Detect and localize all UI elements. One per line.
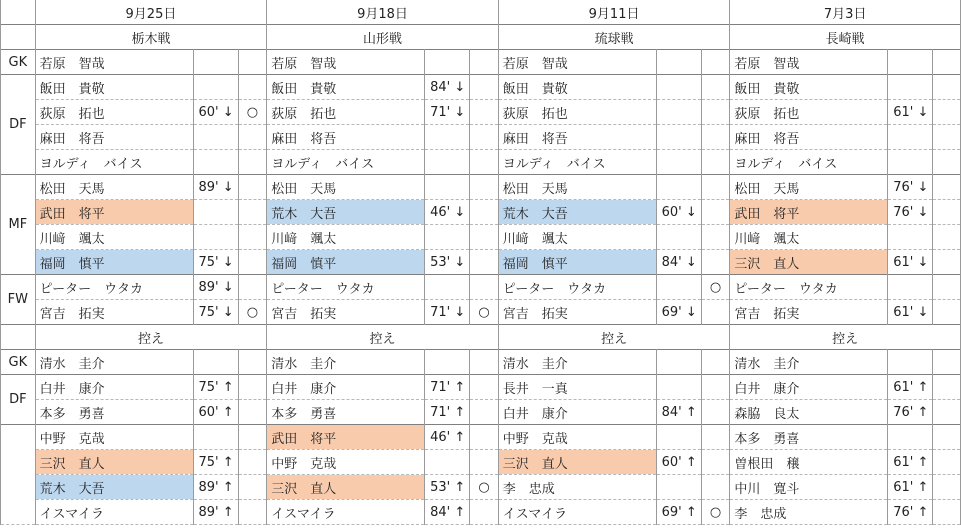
sub-minute: 84' ↓ xyxy=(425,75,470,100)
circle-mark-icon xyxy=(933,450,961,475)
circle-mark-icon xyxy=(933,75,961,100)
circle-mark-icon xyxy=(238,475,267,500)
circle-mark-icon xyxy=(701,175,730,200)
circle-mark-icon xyxy=(238,450,267,475)
circle-mark-icon xyxy=(701,375,730,400)
sub-minute: 76' ↓ xyxy=(888,175,933,200)
circle-mark-icon xyxy=(470,200,499,225)
circle-mark-icon xyxy=(238,225,267,250)
circle-mark-icon xyxy=(701,225,730,250)
player-name: 三沢 直人 xyxy=(498,450,656,475)
player-name: 清水 圭介 xyxy=(498,350,656,375)
player-name: 宮吉 拓実 xyxy=(498,300,656,325)
subs-header: 控え xyxy=(498,325,730,350)
circle-mark-icon xyxy=(701,475,730,500)
sub-minute xyxy=(888,225,933,250)
player-name: 李 忠成 xyxy=(730,500,888,525)
circle-mark-icon xyxy=(701,50,730,75)
sub-row xyxy=(1,400,961,425)
subs-header: 控え xyxy=(35,325,267,350)
sub-minute: 61' ↓ xyxy=(888,100,933,125)
sub-minute: 76' ↑ xyxy=(888,500,933,525)
sub-row xyxy=(1,375,961,400)
sub-minute: 60' ↑ xyxy=(193,400,238,425)
circle-mark-icon xyxy=(470,250,499,275)
player-name: 若原 智哉 xyxy=(498,50,656,75)
starter-row xyxy=(1,200,961,225)
sub-minute xyxy=(193,50,238,75)
player-name: 飯田 貴敬 xyxy=(267,75,425,100)
sub-minute: 84' ↓ xyxy=(656,250,701,275)
player-name: ヨルディ バイス xyxy=(498,150,656,175)
sub-minute xyxy=(656,100,701,125)
player-name: 荒木 大吾 xyxy=(267,200,425,225)
sub-minute xyxy=(425,450,470,475)
circle-mark-icon xyxy=(238,50,267,75)
sub-minute: 75' ↑ xyxy=(193,375,238,400)
circle-mark-icon xyxy=(470,175,499,200)
sub-minute: 46' ↓ xyxy=(425,200,470,225)
player-name: 三沢 直人 xyxy=(730,250,888,275)
sub-minute xyxy=(656,350,701,375)
circle-mark-icon xyxy=(470,100,499,125)
sub-minute xyxy=(425,275,470,300)
circle-mark-icon xyxy=(933,50,961,75)
circle-mark-icon xyxy=(933,500,961,525)
match-opponent-2: 山形戦 xyxy=(267,25,499,50)
player-name: 白井 康介 xyxy=(498,400,656,425)
sub-row xyxy=(1,350,961,375)
sub-minute: 89' ↑ xyxy=(193,475,238,500)
circle-mark-icon xyxy=(470,275,499,300)
player-name: 三沢 直人 xyxy=(267,475,425,500)
circle-mark-icon xyxy=(933,250,961,275)
circle-mark-icon xyxy=(701,100,730,125)
player-name: 森脇 良太 xyxy=(730,400,888,425)
sub-minute xyxy=(888,75,933,100)
player-name: ピーター ウタカ xyxy=(267,275,425,300)
player-name: 川﨑 颯太 xyxy=(35,225,193,250)
position-label-gk: GK xyxy=(1,50,36,75)
sub-row xyxy=(1,450,961,475)
player-name: 飯田 貴敬 xyxy=(498,75,656,100)
circle-mark-icon: ○ xyxy=(238,100,267,125)
starter-row xyxy=(1,250,961,275)
sub-minute xyxy=(193,150,238,175)
circle-mark-icon xyxy=(238,200,267,225)
player-name: 武田 将平 xyxy=(267,425,425,450)
sub-minute: 61' ↓ xyxy=(888,250,933,275)
player-name: ヨルディ バイス xyxy=(35,150,193,175)
subs-header-row xyxy=(1,325,961,350)
corner-cell xyxy=(1,25,36,50)
circle-mark-icon xyxy=(701,250,730,275)
sub-minute xyxy=(656,150,701,175)
sub-minute: 76' ↓ xyxy=(888,200,933,225)
starter-row xyxy=(1,275,961,300)
circle-mark-icon xyxy=(470,75,499,100)
starter-row xyxy=(1,300,961,325)
circle-mark-icon xyxy=(933,475,961,500)
date-row xyxy=(1,0,961,25)
sub-minute xyxy=(193,225,238,250)
circle-mark-icon xyxy=(470,500,499,525)
sub-minute xyxy=(656,75,701,100)
circle-mark-icon xyxy=(238,175,267,200)
sub-minute xyxy=(425,50,470,75)
player-name: イスマイラ xyxy=(498,500,656,525)
sub-minute: 60' ↓ xyxy=(193,100,238,125)
player-name: 中野 克哉 xyxy=(498,425,656,450)
circle-mark-icon xyxy=(470,125,499,150)
sub-minute: 89' ↓ xyxy=(193,175,238,200)
player-name: 荻原 拓也 xyxy=(498,100,656,125)
circle-mark-icon xyxy=(933,100,961,125)
player-name: 川﨑 颯太 xyxy=(730,225,888,250)
circle-mark-icon xyxy=(701,400,730,425)
player-name: 中川 寛斗 xyxy=(730,475,888,500)
circle-mark-icon xyxy=(470,225,499,250)
circle-mark-icon xyxy=(701,125,730,150)
sub-minute xyxy=(888,425,933,450)
player-name: 松田 天馬 xyxy=(267,175,425,200)
sub-minute: 75' ↓ xyxy=(193,300,238,325)
player-name: 白井 康介 xyxy=(267,375,425,400)
sub-minute: 75' ↓ xyxy=(193,250,238,275)
circle-mark-icon xyxy=(701,350,730,375)
circle-mark-icon xyxy=(701,450,730,475)
sub-minute: 61' ↓ xyxy=(888,300,933,325)
player-name: ピーター ウタカ xyxy=(498,275,656,300)
sub-minute xyxy=(425,175,470,200)
player-name: 宮吉 拓実 xyxy=(730,300,888,325)
subs-header: 控え xyxy=(267,325,499,350)
match-date-2: 9月18日 xyxy=(267,0,499,25)
circle-mark-icon: ○ xyxy=(238,300,267,325)
sub-minute: 60' ↑ xyxy=(656,450,701,475)
player-name: 宮吉 拓実 xyxy=(35,300,193,325)
match-date-1: 9月25日 xyxy=(35,0,267,25)
sub-minute xyxy=(656,475,701,500)
player-name: 白井 康介 xyxy=(730,375,888,400)
circle-mark-icon xyxy=(470,400,499,425)
starter-row xyxy=(1,125,961,150)
sub-minute: 84' ↑ xyxy=(656,400,701,425)
sub-minute: 69' ↑ xyxy=(656,500,701,525)
match-date-3: 9月11日 xyxy=(498,0,730,25)
player-name: 荻原 拓也 xyxy=(267,100,425,125)
sub-minute xyxy=(888,125,933,150)
circle-mark-icon xyxy=(933,175,961,200)
circle-mark-icon: ○ xyxy=(470,300,499,325)
sub-minute xyxy=(888,350,933,375)
circle-mark-icon xyxy=(470,50,499,75)
circle-mark-icon xyxy=(933,200,961,225)
sub-row xyxy=(1,500,961,525)
circle-mark-icon xyxy=(238,250,267,275)
circle-mark-icon xyxy=(933,125,961,150)
player-name: 長井 一真 xyxy=(498,375,656,400)
player-name: 白井 康介 xyxy=(35,375,193,400)
player-name: 中野 克哉 xyxy=(35,425,193,450)
player-name: 宮吉 拓実 xyxy=(267,300,425,325)
player-name: ヨルディ バイス xyxy=(730,150,888,175)
match-opponent-4: 長崎戦 xyxy=(730,25,961,50)
match-opponent-1: 栃木戦 xyxy=(35,25,267,50)
sub-minute: 89' ↓ xyxy=(193,275,238,300)
sub-minute xyxy=(193,75,238,100)
circle-mark-icon xyxy=(238,275,267,300)
player-name: 曽根田 穣 xyxy=(730,450,888,475)
circle-mark-icon xyxy=(238,75,267,100)
circle-mark-icon xyxy=(238,500,267,525)
sub-minute xyxy=(888,150,933,175)
sub-minute xyxy=(656,225,701,250)
player-name: 松田 天馬 xyxy=(35,175,193,200)
circle-mark-icon xyxy=(238,375,267,400)
player-name: イスマイラ xyxy=(267,500,425,525)
player-name: 麻田 将吾 xyxy=(730,125,888,150)
sub-minute: 53' ↓ xyxy=(425,250,470,275)
sub-minute xyxy=(656,175,701,200)
sub-minute xyxy=(656,375,701,400)
player-name: 福岡 慎平 xyxy=(267,250,425,275)
sub-row xyxy=(1,475,961,500)
circle-mark-icon xyxy=(470,450,499,475)
sub-minute: 71' ↑ xyxy=(425,375,470,400)
sub-minute xyxy=(888,275,933,300)
sub-minute xyxy=(425,125,470,150)
player-name: 飯田 貴敬 xyxy=(35,75,193,100)
sub-minute: 61' ↑ xyxy=(888,475,933,500)
sub-minute xyxy=(193,350,238,375)
player-name: 清水 圭介 xyxy=(35,350,193,375)
player-name: 武田 将平 xyxy=(730,200,888,225)
sub-minute: 71' ↑ xyxy=(425,400,470,425)
player-name: 本多 勇喜 xyxy=(730,425,888,450)
player-name: 荻原 拓也 xyxy=(730,100,888,125)
position-label-df: DF xyxy=(1,375,36,425)
player-name: 本多 勇喜 xyxy=(35,400,193,425)
player-name: 松田 天馬 xyxy=(730,175,888,200)
player-name: ピーター ウタカ xyxy=(730,275,888,300)
circle-mark-icon xyxy=(470,375,499,400)
player-name: 飯田 貴敬 xyxy=(730,75,888,100)
circle-mark-icon xyxy=(933,400,961,425)
match-opponent-3: 琉球戦 xyxy=(498,25,730,50)
sub-minute xyxy=(656,275,701,300)
starter-row xyxy=(1,150,961,175)
player-name: 荻原 拓也 xyxy=(35,100,193,125)
sub-minute: 61' ↑ xyxy=(888,375,933,400)
circle-mark-icon xyxy=(701,425,730,450)
player-name: 武田 将平 xyxy=(35,200,193,225)
sub-minute: 84' ↑ xyxy=(425,500,470,525)
sub-minute xyxy=(888,50,933,75)
sub-minute xyxy=(656,50,701,75)
match-date-4: 7月3日 xyxy=(730,0,961,25)
player-name: 福岡 慎平 xyxy=(35,250,193,275)
sub-minute xyxy=(193,425,238,450)
circle-mark-icon xyxy=(701,300,730,325)
player-name: 三沢 直人 xyxy=(35,450,193,475)
circle-mark-icon xyxy=(470,350,499,375)
subs-header: 控え xyxy=(730,325,961,350)
circle-mark-icon xyxy=(701,200,730,225)
starter-row xyxy=(1,225,961,250)
circle-mark-icon xyxy=(238,400,267,425)
circle-mark-icon xyxy=(238,150,267,175)
sub-minute: 89' ↑ xyxy=(193,500,238,525)
sub-minute xyxy=(656,425,701,450)
player-name: ピーター ウタカ xyxy=(35,275,193,300)
corner-cell xyxy=(1,325,36,350)
sub-minute: 75' ↑ xyxy=(193,450,238,475)
circle-mark-icon xyxy=(933,350,961,375)
sub-minute: 69' ↓ xyxy=(656,300,701,325)
sub-minute xyxy=(193,200,238,225)
circle-mark-icon: ○ xyxy=(470,475,499,500)
circle-mark-icon: ○ xyxy=(701,275,730,300)
circle-mark-icon xyxy=(238,425,267,450)
circle-mark-icon xyxy=(933,225,961,250)
position-label-fw: FW xyxy=(1,275,36,325)
circle-mark-icon xyxy=(933,425,961,450)
circle-mark-icon xyxy=(238,350,267,375)
player-name: 若原 智哉 xyxy=(267,50,425,75)
player-name: 川﨑 颯太 xyxy=(498,225,656,250)
circle-mark-icon: ○ xyxy=(701,500,730,525)
player-name: 若原 智哉 xyxy=(730,50,888,75)
player-name: 福岡 慎平 xyxy=(498,250,656,275)
sub-minute: 71' ↓ xyxy=(425,100,470,125)
starter-row xyxy=(1,175,961,200)
sub-minute: 61' ↑ xyxy=(888,450,933,475)
player-name: 荒木 大吾 xyxy=(498,200,656,225)
player-name: ヨルディ バイス xyxy=(267,150,425,175)
sub-minute: 76' ↑ xyxy=(888,400,933,425)
position-label-df: DF xyxy=(1,75,36,175)
circle-mark-icon xyxy=(238,125,267,150)
position-label-mf: MF xyxy=(1,175,36,275)
player-name: 清水 圭介 xyxy=(730,350,888,375)
sub-minute: 46' ↑ xyxy=(425,425,470,450)
circle-mark-icon xyxy=(701,150,730,175)
circle-mark-icon xyxy=(933,150,961,175)
opponent-row xyxy=(1,25,961,50)
player-name: 若原 智哉 xyxy=(35,50,193,75)
player-name: 荒木 大吾 xyxy=(35,475,193,500)
player-name: 松田 天馬 xyxy=(498,175,656,200)
starter-row xyxy=(1,75,961,100)
sub-minute xyxy=(193,125,238,150)
position-label-gk: GK xyxy=(1,350,36,375)
player-name: 本多 勇喜 xyxy=(267,400,425,425)
sub-minute: 53' ↑ xyxy=(425,475,470,500)
sub-minute xyxy=(425,350,470,375)
player-name: 麻田 将吾 xyxy=(267,125,425,150)
player-name: 清水 圭介 xyxy=(267,350,425,375)
circle-mark-icon xyxy=(933,275,961,300)
player-name: 李 忠成 xyxy=(498,475,656,500)
player-name: 川﨑 颯太 xyxy=(267,225,425,250)
circle-mark-icon xyxy=(933,375,961,400)
position-label-blank xyxy=(1,425,36,525)
sub-minute xyxy=(425,150,470,175)
starter-row xyxy=(1,50,961,75)
circle-mark-icon xyxy=(933,300,961,325)
circle-mark-icon xyxy=(470,425,499,450)
player-name: 麻田 将吾 xyxy=(498,125,656,150)
sub-minute xyxy=(656,125,701,150)
corner-cell xyxy=(1,0,36,25)
sub-row xyxy=(1,425,961,450)
circle-mark-icon xyxy=(470,150,499,175)
player-name: 麻田 将吾 xyxy=(35,125,193,150)
starter-row xyxy=(1,100,961,125)
player-name: イスマイラ xyxy=(35,500,193,525)
sub-minute: 71' ↓ xyxy=(425,300,470,325)
player-name: 中野 克哉 xyxy=(267,450,425,475)
sub-minute: 60' ↓ xyxy=(656,200,701,225)
circle-mark-icon xyxy=(701,75,730,100)
sub-minute xyxy=(425,225,470,250)
